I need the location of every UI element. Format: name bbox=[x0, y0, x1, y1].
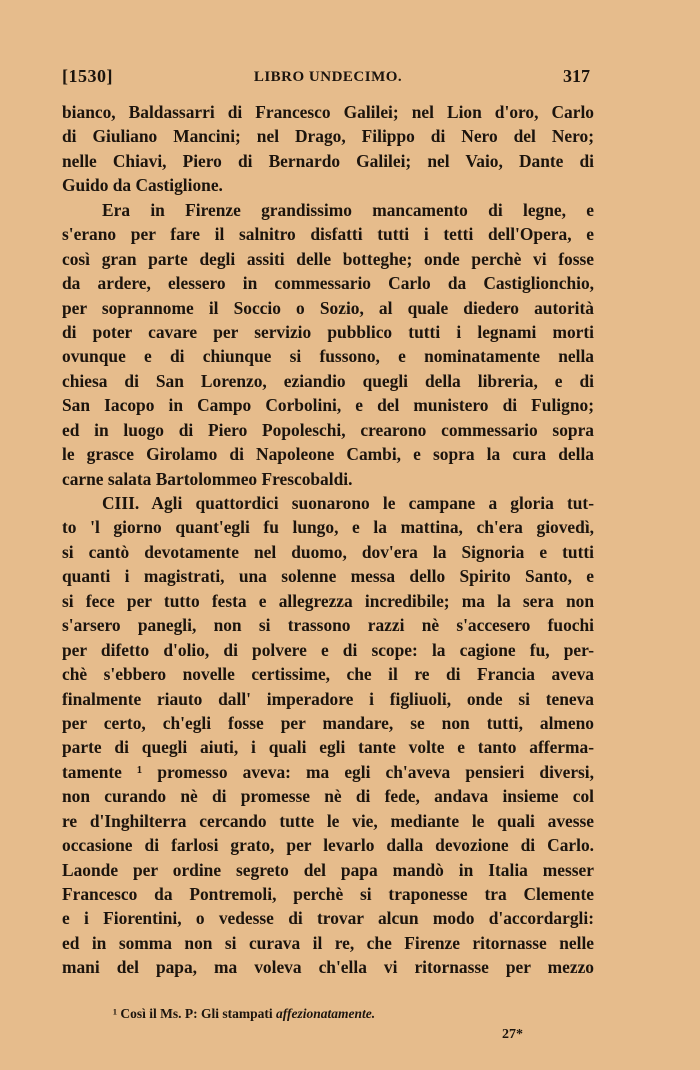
text-line: nelle Chiavi, Piero di Bernardo Galilei; nel Vaio, Dante di bbox=[62, 150, 594, 171]
text-line: chè s'ebbero novelle certissime, che il re di Francia aveva bbox=[62, 664, 594, 685]
text-line: per difetto d'olio, di polvere e di scope: la cagione fu, per- bbox=[62, 639, 594, 660]
text-line: re d'Inghilterra cercando tutte le vie, mediante le quali avesse bbox=[62, 810, 594, 831]
text-line: mani del papa, ma voleva ch'ella vi ritornasse per mezzo bbox=[62, 957, 594, 978]
footnote-text: ¹ Così il Ms. P: Gli stampati bbox=[113, 1006, 277, 1021]
text-line: Guido da Castiglione. bbox=[62, 175, 223, 196]
text-line: chiesa di San Lorenzo, eziandio quegli della libreria, e di bbox=[62, 370, 594, 391]
text-line: s'arsero panegli, non si trassono razzi nè s'accesero fuochi bbox=[62, 615, 594, 636]
text-line: quanti i magistrati, una solenne messa dello Spirito Santo, e bbox=[62, 566, 594, 587]
text-line: CIII. Agli quattordici suonarono le campane a gloria tut- bbox=[102, 493, 594, 513]
footnote bbox=[113, 1006, 375, 1022]
text-line: da ardere, elessero in commessario Carlo da Castiglionchio, bbox=[62, 273, 594, 294]
text-line: si fece per tutto festa e allegrezza incredibile; ma la sera non bbox=[62, 590, 594, 611]
page bbox=[62, 62, 594, 980]
signature-mark: 27* bbox=[502, 1027, 523, 1042]
text-line: ed in luogo di Piero Popoleschi, crearono commessario sopra bbox=[62, 419, 594, 440]
text-line: finalmente riauto dall' imperadore i figliuoli, onde si teneva bbox=[62, 688, 594, 709]
text-line: non curando nè di promesse nè di fede, andava insieme col bbox=[62, 786, 594, 807]
year-marker: [1530] bbox=[62, 66, 113, 86]
text-line: San Iacopo in Campo Corbolini, e del munistero di Fuligno; bbox=[62, 395, 594, 416]
text-line: Era in Firenze grandissimo mancamento di legne, e bbox=[102, 199, 594, 220]
text-line: le grasce Girolamo di Napoleone Cambi, e sopra la cura della bbox=[62, 444, 594, 465]
text-line: Laonde per ordine segreto del papa mandò in Italia messer bbox=[62, 859, 594, 880]
text-line: to 'l giorno quant'egli fu lungo, e la mattina, ch'era giovedì, bbox=[62, 517, 594, 538]
body-text bbox=[62, 100, 594, 980]
text-line: si cantò devotamente nel duomo, dov'era la Signoria e tutti bbox=[62, 541, 594, 562]
text-line: s'erano per fare il salnitro disfatti tutti i tetti dell'Opera, e bbox=[62, 224, 594, 245]
running-title: LIBRO UNDECIMO. bbox=[253, 69, 403, 85]
text-line: tamente ¹ promesso aveva: ma egli ch'aveva pensieri diversi, bbox=[62, 761, 594, 782]
text-line: per certo, ch'egli fosse per mandare, se non tutti, almeno bbox=[62, 712, 594, 733]
text-line: per soprannome il Soccio o Sozio, al quale diedero autorità bbox=[62, 297, 594, 318]
text-line: parte di quegli aiuti, i quali egli tante volte e tanto afferma- bbox=[62, 737, 594, 758]
page-number: 317 bbox=[563, 66, 590, 86]
text-line: ed in somma non si curava il re, che Firenze ritornasse nelle bbox=[62, 932, 594, 953]
text-line: di Giuliano Mancini; nel Drago, Filippo di Nero del Nero; bbox=[62, 126, 594, 147]
text-line: bianco, Baldassarri di Francesco Galilei; nel Lion d'oro, Carlo bbox=[62, 102, 594, 122]
footnote-italic: affezionatamente. bbox=[276, 1006, 376, 1021]
text-line: ovunque e di chiunque si fussono, e nominatamente nella bbox=[62, 346, 594, 367]
text-line: e i Fiorentini, o vedesse di trovar alcun modo d'accordargli: bbox=[62, 908, 594, 929]
text-line: così gran parte degli assiti delle botteghe; onde perchè vi fosse bbox=[62, 248, 594, 269]
page-header bbox=[62, 62, 594, 92]
text-line: di poter cavare per servizio pubblico tutti i legnami morti bbox=[62, 321, 594, 342]
text-line: carne salata Bartolommeo Frescobaldi. bbox=[62, 468, 353, 489]
text-line: occasione di farlosi grato, per levarlo dalla devozione di Carlo. bbox=[62, 835, 594, 856]
text-line: Francesco da Pontremoli, perchè si traponesse tra Clemente bbox=[62, 884, 594, 904]
